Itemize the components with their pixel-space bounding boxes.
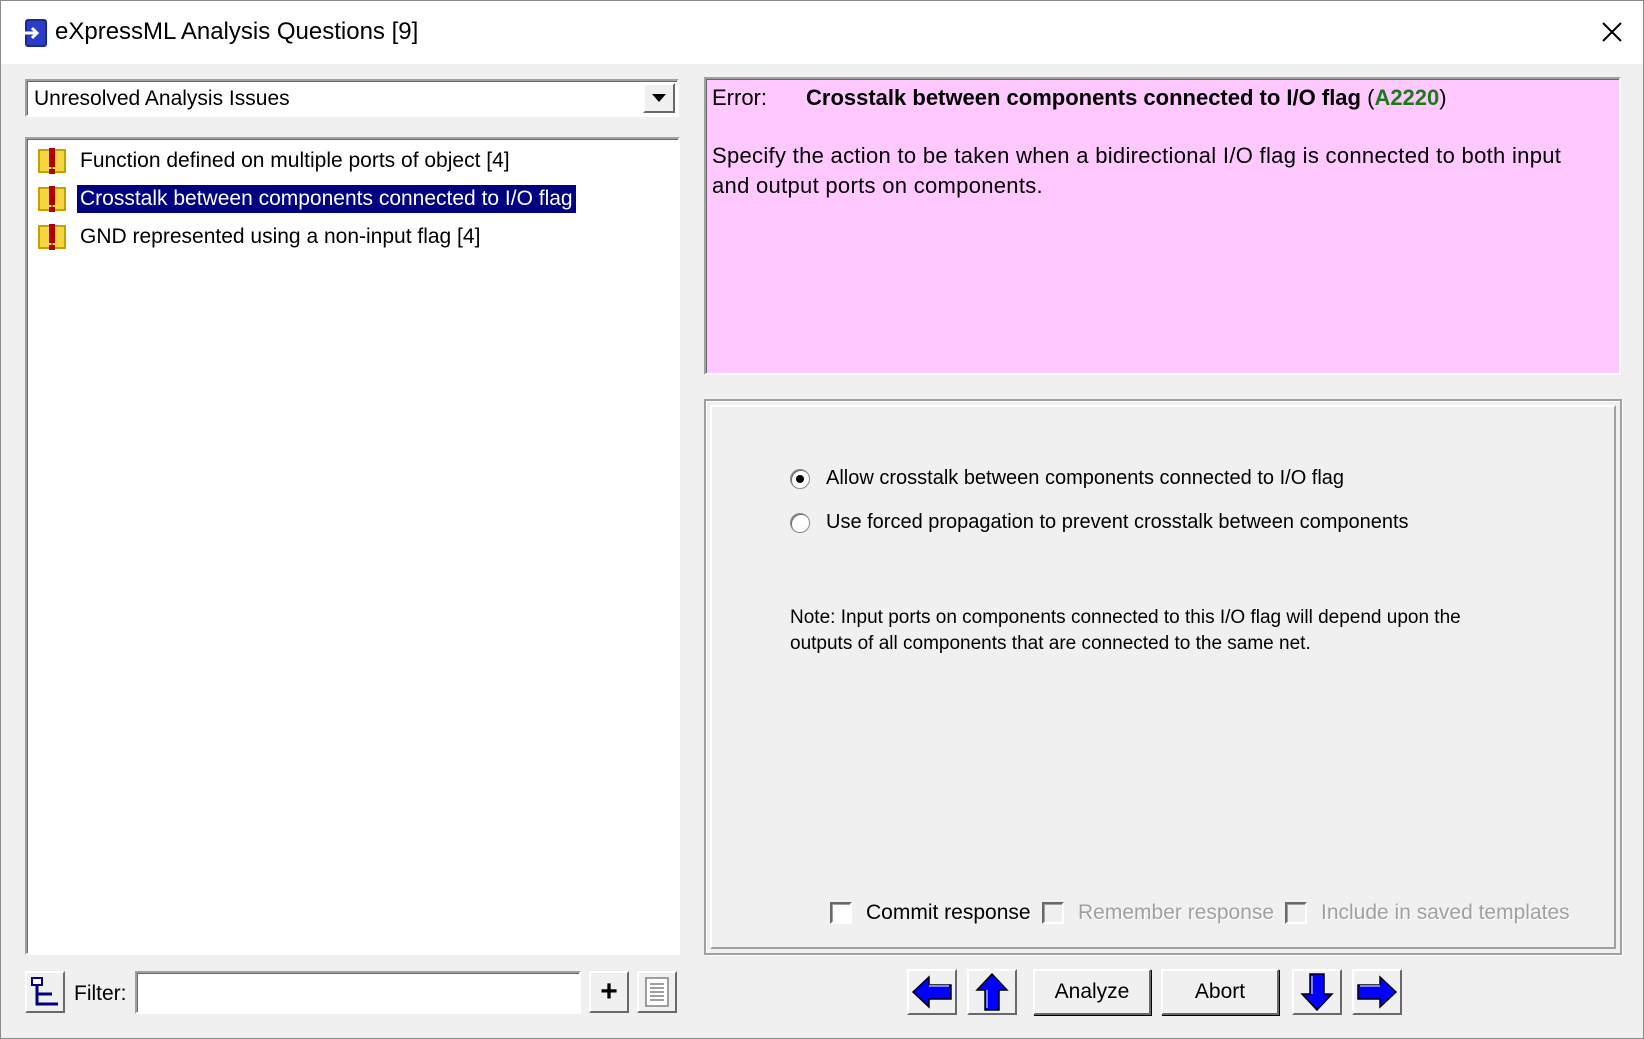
next-button[interactable] bbox=[1352, 969, 1402, 1015]
radio-button[interactable] bbox=[790, 513, 810, 533]
list-item[interactable] bbox=[37, 145, 513, 177]
abort-button[interactable]: Abort bbox=[1161, 969, 1279, 1015]
checkbox-label: Commit response bbox=[866, 901, 1031, 924]
list-item[interactable] bbox=[37, 183, 576, 215]
warning-book-icon bbox=[37, 146, 67, 176]
issue-filter-dropdown[interactable] bbox=[25, 79, 679, 117]
chevron-down-icon bbox=[652, 94, 666, 102]
radio-button[interactable] bbox=[790, 469, 810, 489]
paren-close: ) bbox=[1439, 85, 1447, 110]
filter-input[interactable] bbox=[135, 971, 581, 1014]
issue-label: GND represented using a non-input flag [4] bbox=[80, 225, 481, 248]
arrow-left-icon bbox=[911, 975, 953, 1009]
issue-label: Function defined on multiple ports of object [4] bbox=[80, 149, 510, 172]
checkbox-label: Include in saved templates bbox=[1321, 901, 1570, 924]
list-icon bbox=[645, 977, 669, 1007]
down-button[interactable] bbox=[1292, 969, 1342, 1015]
tree-view-icon bbox=[30, 976, 60, 1008]
options-panel bbox=[704, 399, 1622, 955]
arrow-up-icon bbox=[975, 972, 1009, 1012]
checkbox-label: Remember response bbox=[1078, 901, 1275, 924]
warning-book-icon bbox=[37, 222, 67, 252]
radio-allow-crosstalk[interactable] bbox=[790, 467, 1344, 490]
plus-icon: + bbox=[600, 975, 618, 1008]
issue-list[interactable] bbox=[25, 137, 680, 955]
analyze-button[interactable]: Analyze bbox=[1033, 969, 1151, 1015]
issue-label-selected: Crosstalk between components connected to I/O flag bbox=[77, 185, 576, 213]
arrow-right-icon bbox=[1356, 975, 1398, 1009]
checkbox[interactable] bbox=[1285, 902, 1307, 924]
error-title-text: Crosstalk between components connected to I/O flag bbox=[806, 85, 1361, 110]
add-filter-button[interactable] bbox=[589, 971, 629, 1013]
checkbox-remember-response[interactable] bbox=[1042, 901, 1274, 925]
radio-label: Use forced propagation to prevent crosstalk between components bbox=[826, 511, 1409, 533]
checkbox-include-templates[interactable] bbox=[1285, 901, 1570, 925]
app-icon bbox=[19, 17, 49, 49]
paren-open: ( bbox=[1367, 85, 1375, 110]
checkbox[interactable] bbox=[830, 902, 852, 924]
dropdown-arrow-button[interactable] bbox=[643, 83, 675, 113]
window-title: eXpressML Analysis Questions [9] bbox=[55, 18, 419, 45]
radio-forced-propagation[interactable] bbox=[790, 511, 1409, 534]
error-description: Specify the action to be taken when a bidirectional I/O flag is connected to both input and output ports on components. bbox=[712, 143, 1562, 198]
list-view-button[interactable] bbox=[637, 971, 677, 1013]
checkbox[interactable] bbox=[1042, 902, 1064, 924]
warning-book-icon bbox=[37, 184, 67, 214]
arrow-down-icon bbox=[1300, 972, 1334, 1012]
error-title bbox=[806, 85, 1447, 111]
title-bar[interactable] bbox=[1, 1, 1643, 64]
previous-button[interactable] bbox=[907, 969, 957, 1015]
close-icon bbox=[1601, 21, 1623, 43]
checkbox-commit-response[interactable] bbox=[830, 901, 1031, 925]
filter-label: Filter: bbox=[74, 982, 127, 1005]
list-item[interactable] bbox=[37, 221, 483, 253]
error-prefix: Error: bbox=[712, 85, 767, 110]
radio-label: Allow crosstalk between components connected to I/O flag bbox=[826, 467, 1345, 489]
options-inner-frame bbox=[710, 405, 1616, 949]
error-description-panel bbox=[704, 77, 1621, 375]
radio-selected-dot bbox=[796, 475, 804, 483]
up-button[interactable] bbox=[967, 969, 1017, 1015]
tree-view-button[interactable] bbox=[25, 971, 65, 1013]
note-text: Note: Input ports on components connected to this I/O flag will depend upon the outputs of all components that are connected to the same net. bbox=[790, 607, 1461, 654]
dropdown-selected-value: Unresolved Analysis Issues bbox=[34, 87, 290, 110]
close-button[interactable] bbox=[1587, 7, 1637, 57]
error-code: A2220 bbox=[1374, 85, 1440, 110]
